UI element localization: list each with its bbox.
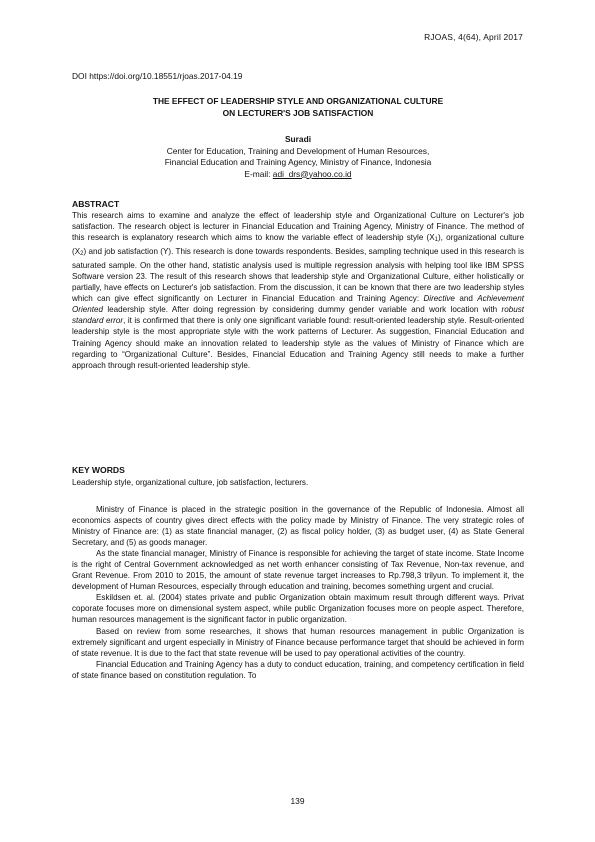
running-header: RJOAS, 4(64), April 2017 [424,32,523,42]
body-paragraph: Financial Education and Training Agency has a duty to conduct education, training, and competency certification in field of state finance based on constitution regulation. To [72,659,524,680]
abstract-italic: robust standard error [72,305,524,326]
body-paragraph: Based on review from some researches, it shows that human resources management in public Organization is extremely significant and urgent especially in Ministry of Finance because performance target that should be achieved in form of state revenue. It is due to the fact that state revenue will be used to pay operational activities of the country. [72,626,524,658]
abstract-segment: This research aims to examine and analyze the effect of leadership style and Organizational Culture on Lecturer's job satisfaction. The research object is lecturer in Financial Education and Training Agency, Ministry of Finance. The method of this research is explanatory research which aims to know the variable effect of leadership style (X [72,211,524,243]
author-affiliation-2: Financial Education and Training Agency, Ministry of Finance, Indonesia [164,157,432,167]
doi-line: DOI https://doi.org/10.18551/rjoas.2017-04.19 [72,71,243,81]
author-name: Suradi [284,134,312,144]
keywords-heading: KEY WORDS [72,465,125,475]
subscript-2: 2 [80,251,84,258]
abstract-segment: leadership style. After doing regression by considering dummy gender variable and work location with [103,305,502,315]
page-number: 139 [290,796,305,806]
author-block [72,134,524,180]
abstract-segment: ), organizational culture (X [72,233,524,257]
title-line-2: ON LECTURER'S JOB SATISFACTION [222,108,374,118]
abstract-segment: and [454,294,478,304]
body-paragraph: Ministry of Finance is placed in the strategic position in the governance of the Republic of Indonesia. Almost all economics aspects of country gives direct effects with the policy made by Ministry of Finance. The very strategic roles of Ministry of Finance are: (1) as state financial manager, (2) as fiscal policy holder, (3) as budget user, (4) as State General Secretary, and (5) as goods manager. [72,505,524,548]
author-affiliation-1: Center for Education, Training and Development of Human Resources, [166,145,430,156]
abstract-text [72,210,524,371]
abstract-italic: Achievement Oriented [72,294,524,315]
email-link[interactable]: adi_drs@yahoo.co.id [272,168,352,179]
author-email-line [72,169,524,181]
subscript-1: 1 [434,237,438,244]
body-paragraph: Eskildsen et. al. (2004) states private and public Organization obtain maximum result through different ways. Privat coporate focuses more on dimensional system aspect, while public Organization focuses more on people aspect. Therefore, human resources management is the significant factor in public organization. [72,593,524,625]
paper-title [72,95,524,119]
abstract-heading: ABSTRACT [72,199,120,209]
body-paragraph: As the state financial manager, Ministry of Finance is responsible for achieving the target of state income. State Income is the right of Central Government acknowledged as net worth enhancer consisting of Tax Revenue, Non-tax revenue, and Grant Revenue. From 2010 to 2015, the amount of state revenue target increases to Rp.798,3 trilyun. To implement it, the development of Human Resources, especially through education and training, becomes something urgent and crucial. [72,549,524,592]
abstract-segment: ) and job satisfaction (Y). This research is done towards respondents. Besides, sampling technique used in this research is saturated sample. On the other hand, statistic analysis used is multiple regression analysis with helping tool like IBM SPSS Software version 23. The result of this research shows that leadership style and Organizational Culture, either holistically or partially, have effects on Lecturer's job satisfaction. From the discussion, it can be known that there are two leadership styles which can give effect significantly on Lecturer in Financial Education and Training Agency: [72,247,524,304]
abstract-italic: Directive [423,294,455,304]
abstract-segment: , it is confirmed that there is only one significant variable found: result-oriented leadership style. Result-oriented leadership style is the most appropriate style with the work patterns of Lecturer. As suggestion, Financial Education and Training Agency should make an innovation related to leadership style as the values of Ministry of Finance which are regarding to “Organizational Culture”. Besides, Financial Education and Training Agency still needs to make a further approach through result-oriented leadership style. [72,316,525,370]
title-line-1: THE EFFECT OF LEADERSHIP STYLE AND ORGANIZATIONAL CULTURE [152,96,444,106]
main-body [72,504,524,681]
email-label: E-mail: [244,168,273,179]
keywords-text: Leadership style, organizational culture, job satisfaction, lecturers. [72,478,309,487]
